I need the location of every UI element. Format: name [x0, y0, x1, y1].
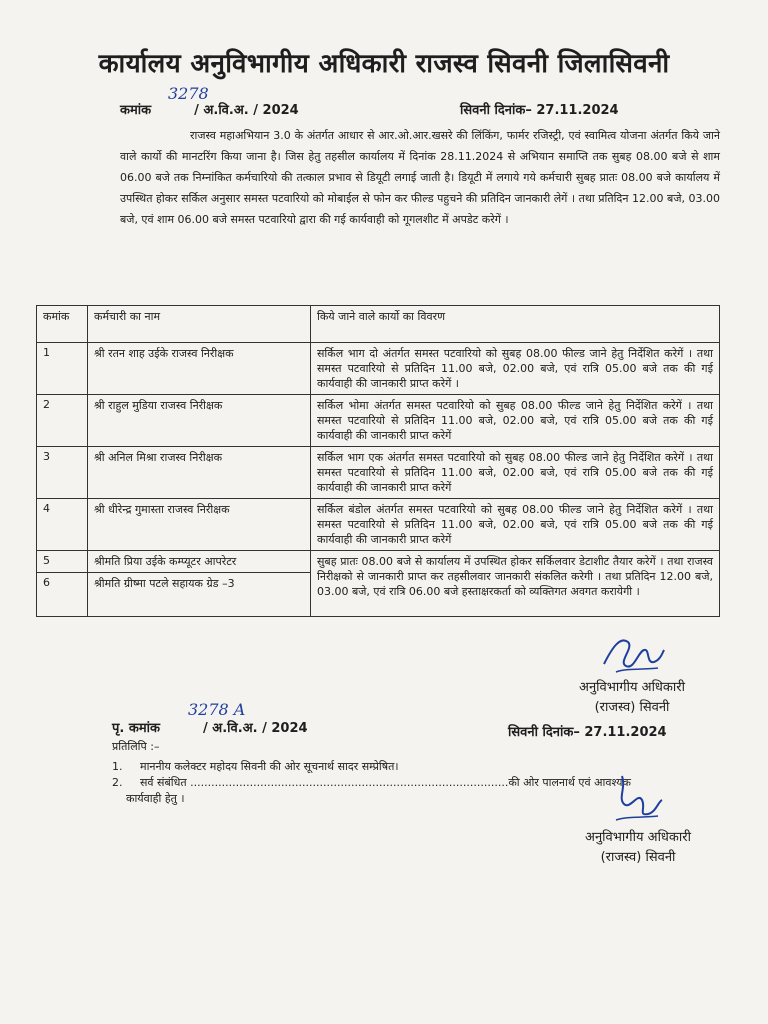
row-work-description: सर्किल भाग एक अंतर्गत समस्त पटवारियो को सुबह 08.00 फील्ड जाने हेतु निर्देशित करेगें । तथा समस्त पटवारियो से प्रतिदिन 11.00 बजे, 02.00 बजे, एवं रात्रि 05.00 बजे तक की गई कार्यवाही की जानकारी प्राप्त करेगें [311, 447, 720, 499]
header-employee-name: कर्मचारी का नाम [88, 306, 311, 343]
table-row [37, 447, 720, 499]
table-row [37, 343, 720, 395]
row-employee-name: श्री रतन शाह उईके राजस्व निरीक्षक [88, 343, 311, 395]
signature-block-2 [558, 828, 718, 868]
signature-scribble-1 [598, 628, 668, 678]
row-employee-name: श्री धीरेन्द्र गुमास्ता राजस्व निरीक्षक [88, 499, 311, 551]
row-serial: 6 [37, 573, 88, 617]
copy-reference-suffix: / अ.वि.अ. / 2024 [203, 721, 308, 736]
row-work-description: सर्किल बंडोल अंतर्गत समस्त पटवारियो को सुबह 08.00 फील्ड जाने हेतु निर्देशित करेगें । तथा समस्त पटवारियो से प्रतिदिन 11.00 बजे, 02.00 बजे, एवं रात्रि 05.00 बजे तक की गई कार्यवाही की जानकारी प्राप्त करेगें [311, 499, 720, 551]
row-work-description: सर्किल भोमा अंतर्गत समस्त पटवारियो को सुबह 08.00 फील्ड जाने हेतु निर्देशित करेगें । तथा समस्त पटवारियो से प्रतिदिन 11.00 बजे, 02.00 बजे, एवं रात्रि 05.00 बजे तक की गई कार्यवाही की जानकारी प्राप्त करेगें [311, 395, 720, 447]
copy-reference-number [112, 718, 308, 736]
reference-label: कमांक [120, 103, 152, 118]
row-employee-name: श्री अनिल मिश्रा राजस्व निरीक्षक [88, 447, 311, 499]
copy-issue-date: सिवनी दिनांक– 27.11.2024 [508, 725, 667, 740]
row-serial: 2 [37, 395, 88, 447]
signatory-designation: अनुविभागीय अधिकारी [585, 830, 691, 845]
table-row [37, 551, 720, 573]
order-paragraph-text: राजस्व महाअभियान 3.0 के अंतर्गत आधार से आर.ओ.आर.खसरे की लिंकिंग, फार्मर रजिस्ट्री, एवं स्वामित्व योजना अंतर्गत किये जाने वाले कार्यो की मानटरिंग किया जाना है। जिस हेतु तहसील कार्यालय में दिनांक 28.11.2024 से अभियान समाप्ति तक सुबह 08.00 बजे से शाम 06.00 बजे तक निम्नांकित कर्मचारियो की तत्काल प्रभाव से डियूटी लगाई जाती है। डियूटी में लगाये गये कर्मचारी सुबह प्रातः 08.00 बजे कार्यालय में उपस्थित होकर सर्किल अनुसार समस्त पटवारियो को मोबाईल से फोन कर फील्ड पहुचने की प्रतिदिन जानकारी लेगें । तथा प्रतिदिन 12.00 बजे, 03.00 बजे, एवं शाम 06.00 बजे समस्त पटवारियो द्वारा की गई कार्यवाही को गूगलशीट में अपडेट करेगें । [120, 129, 720, 226]
header-serial: कमांक [37, 306, 88, 343]
row-employee-name: श्री राहुल मुडिया राजस्व निरीक्षक [88, 395, 311, 447]
row-work-description-shared: सुबह प्रातः 08.00 बजे से कार्यालय में उपस्थित होकर सर्किलवार डेटाशीट तैयार करेगें । तथा राजस्व निरीक्षको से जानकारी प्राप्त कर तहसीलवार जानकारी संकलित करेगी । तथा प्रतिदिन 12.00 बजे, 03.00 बजे, एवं रात्रि 06.00 बजे हस्ताक्षरकर्ता को व्यक्तिगत अवगत करायेगी । [311, 551, 720, 617]
row-employee-name: श्रीमति ग्रीष्मा पटले सहायक ग्रेड –3 [88, 573, 311, 617]
reference-number [120, 100, 299, 118]
handwritten-copy-reference-number: 3278 A [188, 700, 246, 719]
row-serial: 5 [37, 551, 88, 573]
reference-suffix: / अ.वि.अ. / 2024 [194, 103, 299, 118]
row-serial: 1 [37, 343, 88, 395]
copy-heading: प्रतिलिपि :– [112, 740, 160, 753]
copy-item-2-continued: कार्यवाही हेतु । [126, 792, 185, 805]
copy-reference-label: पृ. कमांक [112, 721, 160, 736]
copy-item-1-number: 1. [112, 760, 123, 773]
table-row [37, 395, 720, 447]
office-title: कार्यालय अनुविभागीय अधिकारी राजस्व सिवनी जिलासिवनी [98, 49, 670, 79]
header-work-description: किये जाने वाले कार्यो का विवरण [311, 306, 720, 343]
row-employee-name: श्रीमति प्रिया उईके कम्प्यूटर आपरेटर [88, 551, 311, 573]
handwritten-reference-number: 3278 [168, 84, 209, 103]
copy-item-2-number: 2. [112, 776, 123, 789]
table-header-row [37, 306, 720, 343]
order-paragraph [120, 125, 720, 230]
signature-block-1 [552, 678, 712, 718]
issue-date: सिवनी दिनांक– 27.11.2024 [460, 103, 619, 118]
signatory-department: (राजस्व) सिवनी [600, 850, 676, 865]
row-work-description: सर्किल भाग दो अंतर्गत समस्त पटवारियो को सुबह 08.00 फील्ड जाने हेतु निर्देशित करेगें । तथा समस्त पटवारियो से प्रतिदिन 11.00 बजे, 02.00 बजे, एवं रात्रि 05.00 बजे तक की गई कार्यवाही की जानकारी प्राप्त करेगें । [311, 343, 720, 395]
table-row [37, 499, 720, 551]
copy-item-1: माननीय कलेक्टर महोदय सिवनी की ओर सूचनार्थ सादर सम्प्रेषित। [140, 760, 399, 773]
row-serial: 3 [37, 447, 88, 499]
copy-item-2: सर्व संबंधित ...........................................................................................की ओर पालनार्थ एवं आवश्यक [140, 776, 631, 789]
signatory-department: (राजस्व) सिवनी [594, 700, 670, 715]
signature-scribble-2 [608, 770, 668, 825]
duty-table [36, 305, 720, 617]
row-serial: 4 [37, 499, 88, 551]
signatory-designation: अनुविभागीय अधिकारी [579, 680, 685, 695]
